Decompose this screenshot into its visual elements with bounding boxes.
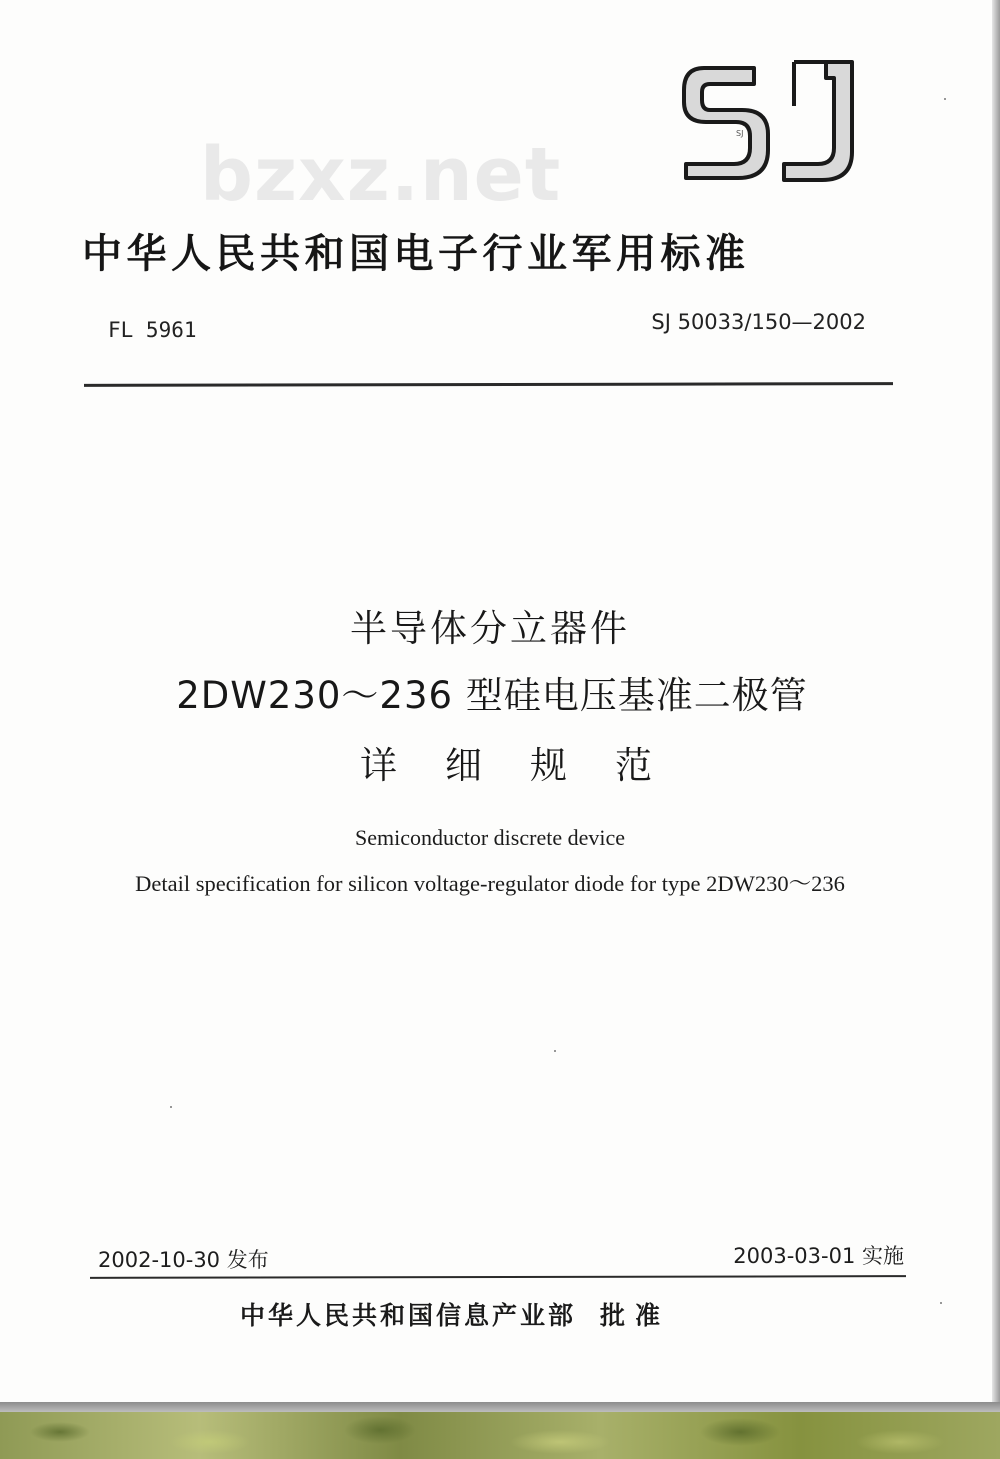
title-cn-line2: 2DW230～236 型硅电压基准二极管 xyxy=(176,674,808,717)
bottom-divider xyxy=(90,1275,906,1279)
top-divider xyxy=(84,382,893,387)
scan-bottom-bar xyxy=(0,1402,1000,1412)
scan-speck xyxy=(170,1106,172,1108)
title-en-line1: Semiconductor discrete device xyxy=(354,825,625,850)
background-foliage xyxy=(0,1412,1000,1459)
title-cn-line3: 详细规范 xyxy=(360,744,700,787)
scan-speck xyxy=(554,1050,556,1052)
classification-code: FL 5961 xyxy=(108,318,197,342)
title-cn-line1: 半导体分立器件 xyxy=(350,607,630,650)
sj-logo xyxy=(676,56,866,186)
approver-line xyxy=(240,1296,670,1332)
release-date: 2002-10-30 发布 xyxy=(98,1248,269,1272)
standard-number: SJ 50033/150—2002 xyxy=(651,310,866,334)
approver-action: 批准 xyxy=(600,1301,671,1330)
title-en-line2: Detail specification for silicon voltage-regulator diode for type 2DW230～236 xyxy=(135,871,845,896)
standard-title: 中华人民共和国电子行业军用标准 xyxy=(82,231,750,277)
page-edge-shadow xyxy=(992,0,1000,1402)
scan-speck xyxy=(944,98,946,100)
watermark: bzxz.net xyxy=(200,132,562,218)
approver-org: 中华人民共和国信息产业部 xyxy=(240,1301,577,1330)
logo-text: SJ xyxy=(736,129,744,138)
scan-speck xyxy=(940,1302,942,1304)
implementation-date: 2003-03-01 实施 xyxy=(733,1244,904,1268)
